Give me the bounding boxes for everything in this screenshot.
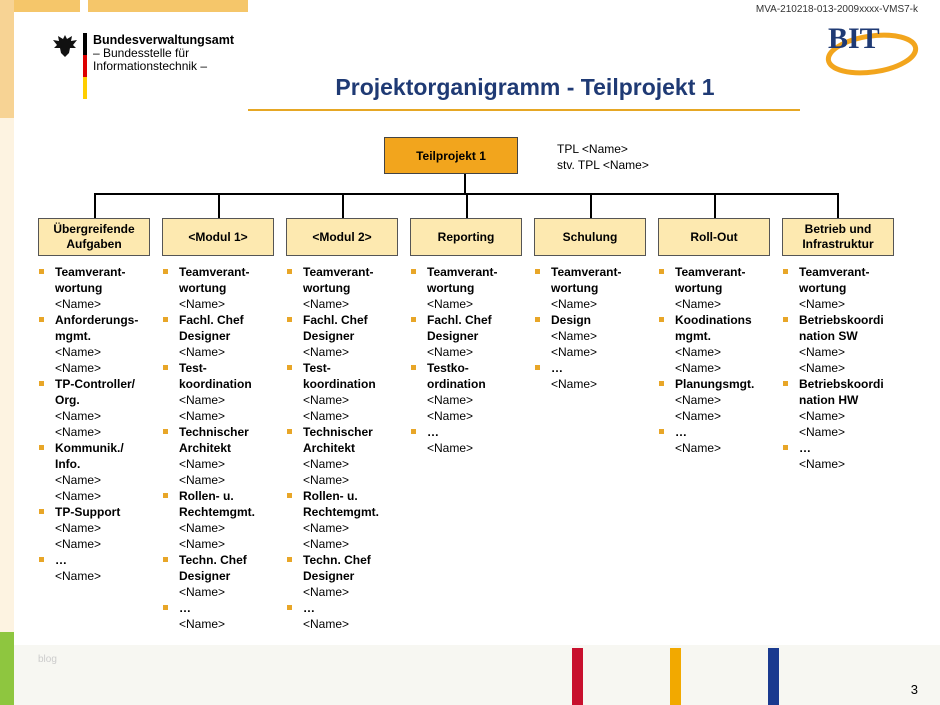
role-item [782, 376, 900, 408]
bullet-icon [659, 429, 664, 434]
role-name: <Name> [179, 537, 226, 551]
stv-tpl-name: <Name> [602, 158, 649, 172]
role-title: Architekt [179, 441, 232, 455]
root-node [384, 137, 518, 174]
role-title: Planungsmgt. [675, 377, 755, 391]
bullet-icon [783, 381, 788, 386]
role-item [38, 376, 156, 408]
role-title: Test- [179, 361, 207, 375]
role-title: Teamverant- [427, 265, 498, 279]
stv-tpl-label: stv. TPL [557, 158, 600, 172]
role-item [658, 376, 776, 392]
role-title: Testko- [427, 361, 469, 375]
footer-color-bar [572, 648, 583, 705]
role-title: mgmt. [55, 329, 91, 343]
bullet-icon [535, 317, 540, 322]
footer-band [14, 645, 940, 705]
connector-line [218, 193, 220, 218]
role-item [410, 264, 528, 296]
document-id: MVA-210218-013-2009xxxx-VMS7-k [755, 4, 918, 15]
role-name: <Name> [303, 617, 350, 631]
connector-line [837, 193, 839, 218]
tpl-label: TPL [557, 142, 579, 156]
role-title: TP-Support [55, 505, 121, 519]
role-title: Fachl. Chef [303, 313, 368, 327]
role-title: Rollen- u. [179, 489, 234, 503]
role-item [286, 600, 404, 616]
role-item [162, 488, 280, 520]
subproject-box-label: <Modul 2> [312, 229, 372, 244]
role-title: ordination [427, 377, 486, 391]
role-title: koordination [303, 377, 376, 391]
role-item [410, 360, 528, 392]
role-name: <Name> [303, 585, 350, 599]
bullet-icon [163, 605, 168, 610]
role-title: Teamverant- [179, 265, 250, 279]
role-item [658, 312, 776, 344]
subproject-box [658, 218, 770, 256]
role-name: <Name> [675, 409, 722, 423]
bullet-icon [287, 269, 292, 274]
role-name: <Name> [55, 345, 102, 359]
role-name: <Name> [303, 537, 350, 551]
role-item [658, 424, 776, 440]
subproject-box-label: Roll-Out [690, 229, 738, 244]
role-name: <Name> [303, 393, 350, 407]
bullet-icon [287, 365, 292, 370]
role-title: … [303, 601, 315, 615]
bullet-icon [39, 509, 44, 514]
bullet-icon [163, 269, 168, 274]
role-item [286, 312, 404, 344]
role-title: wortung [675, 281, 723, 295]
left-accent-strip [0, 0, 14, 118]
role-title: Rollen- u. [303, 489, 358, 503]
role-name: <Name> [675, 297, 722, 311]
role-item [782, 312, 900, 344]
bullet-icon [39, 557, 44, 562]
german-flag [83, 33, 87, 99]
role-name: <Name> [179, 409, 226, 423]
role-title: Kommunik./ [55, 441, 124, 455]
role-title: Betriebskoordi [799, 313, 884, 327]
role-title: wortung [55, 281, 103, 295]
role-title: Architekt [303, 441, 356, 455]
role-list [410, 264, 528, 456]
role-item [38, 552, 156, 568]
role-title: koordination [179, 377, 252, 391]
role-item [534, 264, 652, 296]
role-title: wortung [551, 281, 599, 295]
role-name: <Name> [551, 377, 598, 391]
role-name: <Name> [303, 457, 350, 471]
role-name: <Name> [799, 361, 846, 375]
role-item [658, 264, 776, 296]
role-title: … [179, 601, 191, 615]
bullet-icon [287, 605, 292, 610]
subproject-box-label: <Modul 1> [188, 229, 248, 244]
role-name: <Name> [55, 361, 102, 375]
role-name: <Name> [799, 345, 846, 359]
role-list [534, 264, 652, 392]
role-title: Techn. Chef [303, 553, 371, 567]
role-name: <Name> [55, 489, 102, 503]
role-name: <Name> [303, 409, 350, 423]
role-name: <Name> [179, 345, 226, 359]
bullet-icon [163, 317, 168, 322]
role-title: wortung [179, 281, 227, 295]
bullet-icon [411, 429, 416, 434]
role-item [782, 264, 900, 296]
role-name: <Name> [179, 617, 226, 631]
role-name: <Name> [179, 297, 226, 311]
watermark: blog [38, 654, 57, 665]
role-title: Fachl. Chef [427, 313, 492, 327]
bullet-icon [659, 381, 664, 386]
bullet-icon [659, 317, 664, 322]
role-title: nation HW [799, 393, 859, 407]
role-name: <Name> [675, 441, 722, 455]
role-title: nation SW [799, 329, 858, 343]
role-name: <Name> [55, 409, 102, 423]
role-item [286, 264, 404, 296]
role-item [162, 552, 280, 584]
bullet-icon [287, 429, 292, 434]
role-name: <Name> [799, 409, 846, 423]
bullet-icon [163, 429, 168, 434]
role-list [286, 264, 404, 632]
role-name: <Name> [55, 297, 102, 311]
organization-name-line: Informationstechnik – [93, 59, 208, 73]
bullet-icon [783, 317, 788, 322]
role-item [38, 440, 156, 472]
role-list [782, 264, 900, 472]
footer-color-bar [768, 648, 779, 705]
role-item [410, 312, 528, 344]
role-name: <Name> [551, 345, 598, 359]
connector-line [714, 193, 716, 218]
role-item [286, 552, 404, 584]
role-name: <Name> [303, 345, 350, 359]
connector-line [342, 193, 344, 218]
role-title: … [55, 553, 67, 567]
bullet-icon [287, 493, 292, 498]
bit-logo-text: BIT [828, 22, 880, 55]
role-name: <Name> [427, 297, 474, 311]
role-item [410, 424, 528, 440]
role-list [162, 264, 280, 632]
role-item [162, 600, 280, 616]
bullet-icon [163, 557, 168, 562]
bullet-icon [39, 317, 44, 322]
role-item [162, 360, 280, 392]
subproject-box [782, 218, 894, 256]
bullet-icon [39, 445, 44, 450]
bullet-icon [411, 317, 416, 322]
role-name: <Name> [55, 521, 102, 535]
role-title: Teamverant- [55, 265, 126, 279]
role-title: Designer [303, 569, 355, 583]
bullet-icon [535, 365, 540, 370]
role-name: <Name> [675, 393, 722, 407]
bullet-icon [411, 365, 416, 370]
connector-line [466, 193, 468, 218]
bullet-icon [163, 365, 168, 370]
role-title: Designer [179, 569, 231, 583]
role-name: <Name> [303, 521, 350, 535]
role-name: <Name> [179, 585, 226, 599]
subproject-box [286, 218, 398, 256]
bullet-icon [411, 269, 416, 274]
role-name: <Name> [551, 297, 598, 311]
bullet-icon [39, 381, 44, 386]
organization-name-line: – Bundesstelle für [93, 46, 190, 60]
role-name: <Name> [427, 409, 474, 423]
federal-eagle-icon [52, 33, 78, 59]
role-name: <Name> [303, 297, 350, 311]
subproject-box-label: Betrieb und Infrastruktur [802, 222, 874, 251]
role-name: <Name> [55, 425, 102, 439]
role-name: <Name> [799, 457, 846, 471]
role-item [38, 312, 156, 344]
role-title: Design [551, 313, 592, 327]
bullet-icon [287, 557, 292, 562]
bit-logo [820, 20, 920, 80]
role-item [534, 312, 652, 328]
bullet-icon [659, 269, 664, 274]
role-title: Teamverant- [303, 265, 374, 279]
subproject-box [162, 218, 274, 256]
left-accent-strip [0, 118, 14, 638]
role-title: Org. [55, 393, 80, 407]
role-title: Technischer [179, 425, 249, 439]
role-title: Info. [55, 457, 81, 471]
role-name: <Name> [179, 457, 226, 471]
role-title: Designer [303, 329, 355, 343]
role-title: Teamverant- [799, 265, 870, 279]
role-item [38, 264, 156, 296]
subproject-box-label: Schulung [562, 229, 618, 244]
page-title: Projektorganigramm - Teilprojekt 1 [335, 74, 715, 100]
root-lead-info [557, 141, 649, 173]
subproject-box [410, 218, 522, 256]
role-title: Rechtemgmt. [179, 505, 256, 519]
role-title: Teamverant- [551, 265, 622, 279]
role-title: Betriebskoordi [799, 377, 884, 391]
organization-name-line: Bundesverwaltungsamt [93, 33, 235, 47]
role-title: Designer [427, 329, 479, 343]
role-item [38, 504, 156, 520]
role-name: <Name> [55, 537, 102, 551]
role-name: <Name> [179, 473, 226, 487]
role-item [162, 312, 280, 344]
page-number: 3 [910, 682, 918, 697]
role-title: wortung [799, 281, 847, 295]
role-name: <Name> [675, 345, 722, 359]
role-title: mgmt. [675, 329, 711, 343]
role-item [286, 488, 404, 520]
role-title: Koodinations [675, 313, 752, 327]
role-item [286, 360, 404, 392]
role-name: <Name> [303, 473, 350, 487]
subproject-box-label: Übergreifende Aufgaben [53, 222, 135, 251]
role-name: <Name> [427, 393, 474, 407]
role-name: <Name> [55, 569, 102, 583]
bullet-icon [39, 269, 44, 274]
tpl-name: <Name> [581, 142, 628, 156]
role-title: wortung [427, 281, 475, 295]
connector-line [94, 193, 96, 218]
bullet-icon [287, 317, 292, 322]
bullet-icon [783, 269, 788, 274]
role-title: Rechtemgmt. [303, 505, 380, 519]
role-title: … [799, 441, 811, 455]
role-name: <Name> [427, 441, 474, 455]
bullet-icon [163, 493, 168, 498]
role-item [534, 360, 652, 376]
top-accent-bar [88, 0, 248, 12]
role-item [162, 264, 280, 296]
role-title: Techn. Chef [179, 553, 247, 567]
subproject-box-label: Reporting [437, 229, 495, 244]
role-title: … [427, 425, 439, 439]
role-list [38, 264, 156, 584]
role-title: Technischer [303, 425, 373, 439]
footer-corner [0, 632, 14, 705]
role-title: Teamverant- [675, 265, 746, 279]
role-name: <Name> [427, 345, 474, 359]
root-node-label: Teilprojekt 1 [416, 148, 486, 163]
role-title: Test- [303, 361, 331, 375]
connector-line [590, 193, 592, 218]
role-title: wortung [303, 281, 351, 295]
connector-line [464, 174, 466, 194]
role-title: Designer [179, 329, 231, 343]
role-name: <Name> [179, 521, 226, 535]
bullet-icon [783, 445, 788, 450]
role-list [658, 264, 776, 456]
role-item [162, 424, 280, 456]
role-item [286, 424, 404, 456]
role-name: <Name> [675, 361, 722, 375]
organization-name [93, 34, 234, 73]
role-title: Anforderungs- [55, 313, 139, 327]
subproject-box [38, 218, 150, 256]
footer-color-bar [670, 648, 681, 705]
role-name: <Name> [55, 473, 102, 487]
role-item [782, 440, 900, 456]
role-title: … [551, 361, 563, 375]
bullet-icon [535, 269, 540, 274]
role-name: <Name> [799, 297, 846, 311]
title-underline [248, 109, 800, 111]
role-title: … [675, 425, 687, 439]
role-title: Fachl. Chef [179, 313, 244, 327]
role-name: <Name> [179, 393, 226, 407]
subproject-box [534, 218, 646, 256]
role-name: <Name> [551, 329, 598, 343]
role-title: TP-Controller/ [55, 377, 135, 391]
role-name: <Name> [799, 425, 846, 439]
